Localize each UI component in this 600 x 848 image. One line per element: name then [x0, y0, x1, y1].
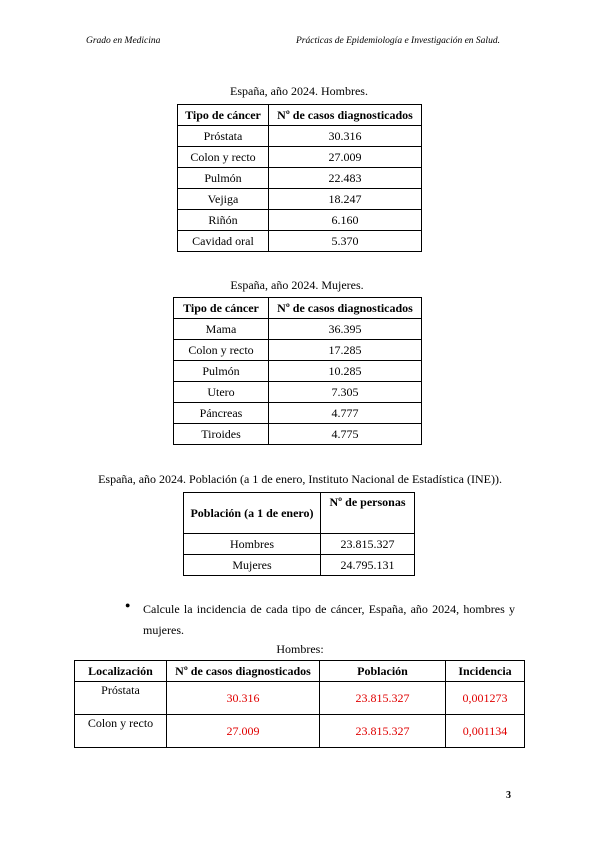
table-cell: 24.795.131 — [321, 555, 415, 576]
table-cell: 18.247 — [269, 189, 422, 210]
table-cell: Próstata — [75, 682, 167, 715]
table-women — [173, 297, 422, 445]
table-cell: Colon y recto — [75, 715, 167, 748]
table-population-caption: España, año 2024. Población (a 1 de enero, Instituto Nacional de Estadística (INE)). — [98, 472, 502, 486]
table-row — [178, 189, 422, 210]
table-header-row — [75, 661, 525, 682]
table-row — [184, 534, 415, 555]
table-cell: 0,001273 — [446, 682, 525, 715]
table-cell: Mama — [174, 319, 269, 340]
table-incidence-caption: Hombres: — [276, 642, 324, 656]
table-cell: Páncreas — [174, 403, 269, 424]
table-header-cell: Tipo de cáncer — [178, 105, 269, 126]
table-cell: Cavidad oral — [178, 231, 269, 252]
table-header-cell: Población — [320, 661, 446, 682]
table-row — [174, 361, 422, 382]
table-cell: Colon y recto — [178, 147, 269, 168]
table-cell: 10.285 — [269, 361, 422, 382]
table-header-cell: Localización — [75, 661, 167, 682]
table-cell: 27.009 — [269, 147, 422, 168]
table-cell: 27.009 — [167, 715, 320, 748]
table-incidence — [74, 660, 525, 748]
table-row — [174, 424, 422, 445]
table-row — [174, 340, 422, 361]
header-right: Prácticas de Epidemiología e Investigación en Salud. — [296, 36, 500, 46]
table-cell: 7.305 — [269, 382, 422, 403]
table-header-cell: Tipo de cáncer — [174, 298, 269, 319]
table-cell: 22.483 — [269, 168, 422, 189]
table-cell: 17.285 — [269, 340, 422, 361]
table-cell: Tiroides — [174, 424, 269, 445]
table-cell: Colon y recto — [174, 340, 269, 361]
table-header-cell: Nº de personas — [321, 493, 415, 534]
table-cell: 23.815.327 — [321, 534, 415, 555]
table-row — [174, 403, 422, 424]
table-cell: Pulmón — [174, 361, 269, 382]
table-header-cell: Población (a 1 de enero) — [184, 493, 321, 534]
table-header-cell: Nº de casos diagnosticados — [269, 105, 422, 126]
table-row — [178, 147, 422, 168]
table-row — [178, 210, 422, 231]
table-cell: 23.815.327 — [320, 715, 446, 748]
table-cell: 4.777 — [269, 403, 422, 424]
table-women-caption: España, año 2024. Mujeres. — [230, 278, 364, 292]
table-cell: 4.775 — [269, 424, 422, 445]
table-row — [178, 126, 422, 147]
table-row — [75, 682, 525, 715]
table-row — [75, 715, 525, 748]
header-left: Grado en Medicina — [86, 36, 161, 46]
table-row — [184, 555, 415, 576]
table-cell: 0,001134 — [446, 715, 525, 748]
table-cell: Riñón — [178, 210, 269, 231]
table-header-row — [174, 298, 422, 319]
table-cell: 30.316 — [167, 682, 320, 715]
table-row — [174, 382, 422, 403]
page-number: 3 — [506, 790, 511, 801]
table-cell: Hombres — [184, 534, 321, 555]
table-men-caption: España, año 2024. Hombres. — [230, 84, 368, 98]
table-row — [174, 319, 422, 340]
table-cell: 23.815.327 — [320, 682, 446, 715]
table-cell: Vejiga — [178, 189, 269, 210]
table-header-row — [178, 105, 422, 126]
table-cell: 5.370 — [269, 231, 422, 252]
table-cell: 36.395 — [269, 319, 422, 340]
table-men — [177, 104, 422, 252]
table-cell: Utero — [174, 382, 269, 403]
bullet-text: Calcule la incidencia de cada tipo de cáncer, España, año 2024, hombres y mujeres. — [143, 602, 515, 637]
table-header-cell: Nº de casos diagnosticados — [167, 661, 320, 682]
table-header-row — [184, 493, 415, 534]
table-cell: Próstata — [178, 126, 269, 147]
table-header-cell: Incidencia — [446, 661, 525, 682]
table-cell: 30.316 — [269, 126, 422, 147]
table-cell: 6.160 — [269, 210, 422, 231]
table-cell: Mujeres — [184, 555, 321, 576]
table-cell: Pulmón — [178, 168, 269, 189]
bullet-icon: ● — [125, 600, 131, 610]
table-row — [178, 168, 422, 189]
table-row — [178, 231, 422, 252]
table-header-cell: Nº de casos diagnosticados — [269, 298, 422, 319]
table-population — [183, 492, 415, 576]
